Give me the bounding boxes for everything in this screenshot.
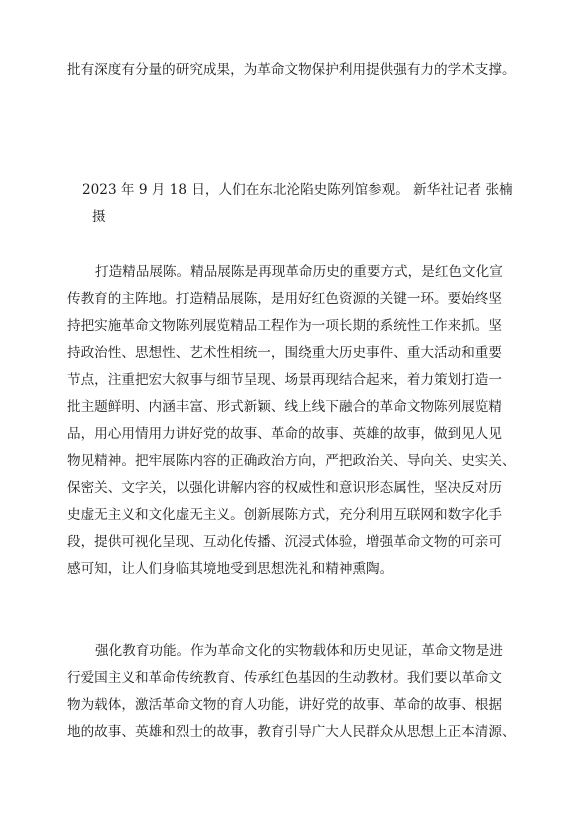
paragraph-line: 段，提供可视化呈现、互动化传播、沉浸式体验，增强革命文物的可亲可 [67,534,502,550]
paragraph-line: 持政治性、思想性、艺术性相统一，围绕重大历史事件、重大活动和重要 [67,345,502,361]
paragraph-line: 强化教育功能。作为革命文化的实物载体和历史见证，革命文物是进 [95,643,503,659]
intro-tail-text: 批有深度有分量的研究成果，为革命文物保护利用提供强有力的学术支撑。 [67,62,516,78]
paragraph-line: 地的故事、英雄和烈士的故事，教育引导广大人民群众从思想上正本清源、 [67,724,516,740]
caption-line: 摄 [92,209,106,225]
paragraph-line: 感可知，让人们身临其境地受到思想洗礼和精神熏陶。 [67,561,394,577]
paragraph-line: 行爱国主义和革命传统教育、传承红色基因的生动教材。我们要以革命文 [67,670,502,686]
paragraph-line: 打造精品展陈。精品展陈是再现革命历史的重要方式，是红色文化宣 [95,264,503,280]
paragraph-line: 物见精神。把牢展陈内容的正确政治方向，严把政治关、导向关、史实关、 [67,453,516,469]
paragraph-line: 物为载体，激活革命文物的育人功能，讲好党的故事、革命的故事、根据 [67,697,502,713]
paragraph-line: 史虚无主义和文化虚无主义。创新展陈方式，充分利用互联网和数字化手 [67,507,502,523]
paragraph-line: 保密关、文字关，以强化讲解内容的权威性和意识形态属性，坚决反对历 [67,480,502,496]
paragraph-line: 品，用心用情用力讲好党的故事、革命的故事、英雄的故事，做到见人见 [67,426,502,442]
paragraph-line: 节点，注重把宏大叙事与细节呈现、场景再现结合起来，着力策划打造一 [67,372,502,388]
paragraph-line: 持把实施革命文物陈列展览精品工程作为一项长期的系统性工作来抓。坚 [67,318,502,334]
paragraph-line: 批主题鲜明、内涵丰富、形式新颖、线上线下融合的革命文物陈列展览精 [67,399,502,415]
caption-line: 2023 年 9 月 18 日，人们在东北沦陷史陈列馆参观。 新华社记者 张楠 [82,182,513,198]
paragraph-line: 传教育的主阵地。打造精品展陈，是用好红色资源的关键一环。要始终坚 [67,291,502,307]
